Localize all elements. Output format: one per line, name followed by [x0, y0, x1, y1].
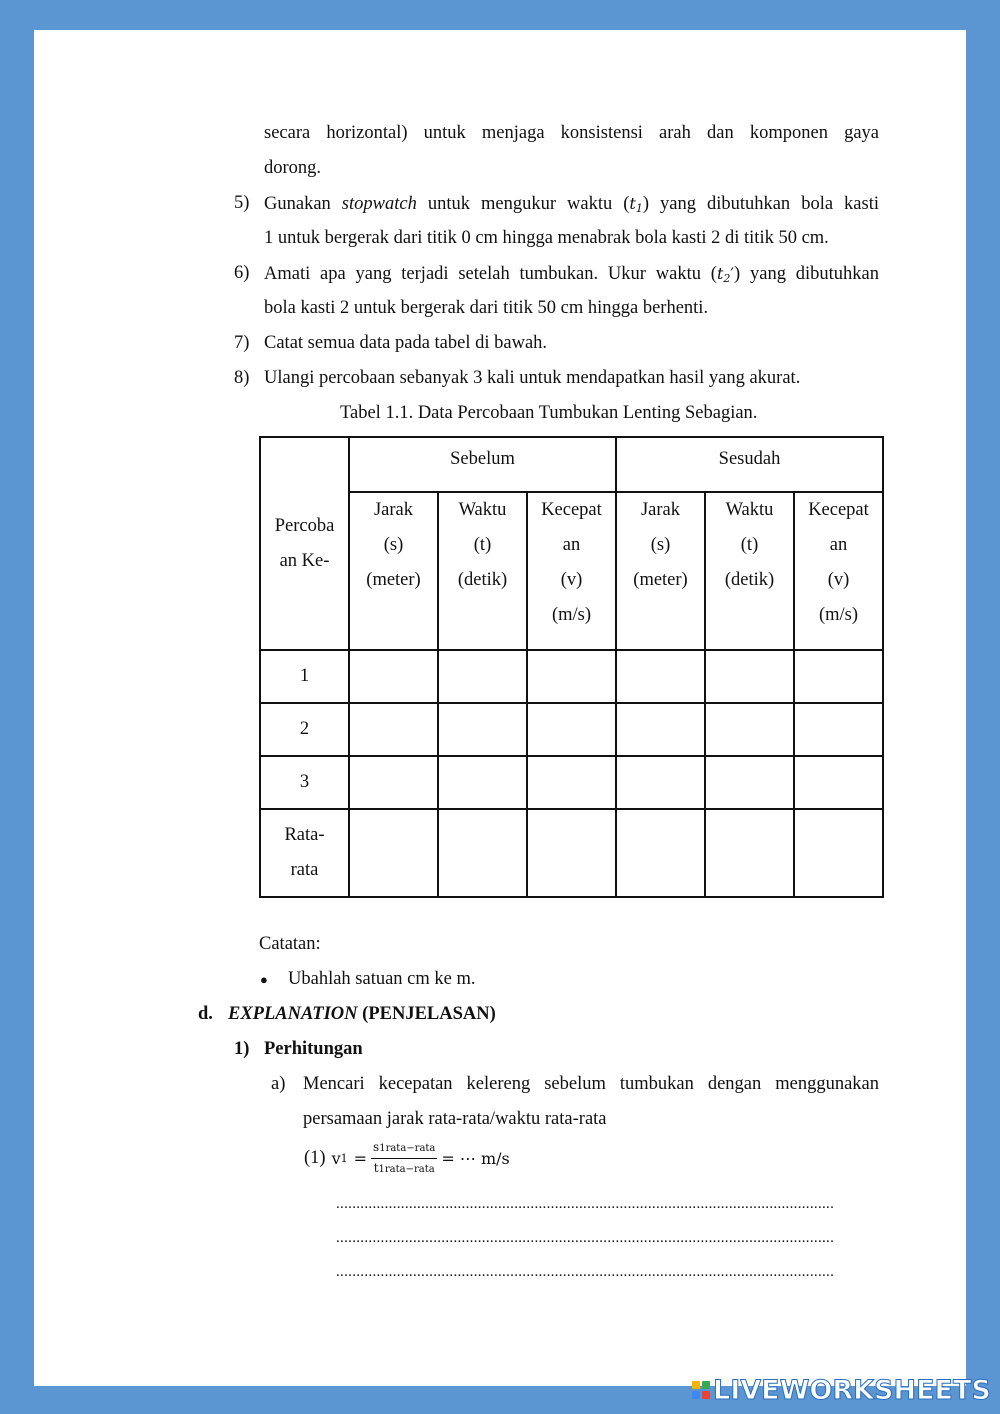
- col-header-kecepatan-after: Kecepat an (v) (m/s): [794, 492, 883, 650]
- input-cell[interactable]: [527, 756, 616, 809]
- col-header-waktu-after: Waktu (t) (detik): [705, 492, 794, 650]
- input-cell[interactable]: [616, 703, 705, 756]
- input-cell[interactable]: [438, 703, 527, 756]
- input-cell[interactable]: [349, 703, 438, 756]
- input-cell[interactable]: [705, 756, 794, 809]
- step-4-line-2: dorong.: [264, 158, 322, 178]
- step-7-text: Catat semua data pada tabel di bawah.: [264, 333, 548, 353]
- input-cell[interactable]: [616, 756, 705, 809]
- input-cell[interactable]: [705, 703, 794, 756]
- average-label: Rata- rata: [260, 809, 349, 897]
- input-cell[interactable]: [794, 809, 883, 897]
- step-4-continuation: [264, 116, 879, 151]
- item-a-line-1: Mencari kecepatan kelereng sebelum tumbukan dengan menggunakan: [303, 1074, 879, 1094]
- table-row: [260, 650, 883, 703]
- trial-number: 1: [260, 650, 349, 703]
- col-header-kecepatan-before: Kecepat an (v) (m/s): [527, 492, 616, 650]
- col-header-jarak-before: Jarak (s) (meter): [349, 492, 438, 650]
- step-6-line-2: bola kasti 2 untuk bergerak dari titik 50 cm hingga berhenti.: [264, 298, 709, 318]
- col-header-jarak-after: Jarak (s) (meter): [616, 492, 705, 650]
- logo-blocks-icon: [692, 1381, 710, 1399]
- group-header-after: Sesudah: [616, 437, 883, 492]
- subsection-title: Perhitungan: [264, 1039, 363, 1059]
- notes-label: Catatan:: [259, 934, 321, 954]
- input-cell[interactable]: [794, 703, 883, 756]
- worksheet-page: [34, 30, 966, 1386]
- bullet-icon: ●: [260, 972, 268, 987]
- data-table: [259, 436, 884, 898]
- input-cell[interactable]: [705, 650, 794, 703]
- step-5-line-2: 1 untuk bergerak dari titik 0 cm hingga menabrak bola kasti 2 di titik 50 cm.: [264, 228, 829, 248]
- velocity-fraction: $\frac{\text{s1rata−rata}}{\text{t1rata−rata}}$: [373, 1139, 436, 1175]
- table-caption: Tabel 1.1. Data Percobaan Tumbukan Lenting Sebagian.: [340, 403, 758, 423]
- step-5-line-1: Gunakan stopwatch untuk mengukur waktu $(t_1)$ yang dibutuhkan bola kasti: [264, 194, 879, 215]
- section-title: EXPLANATION (PENJELASAN): [228, 1004, 496, 1024]
- equation-number: (1): [304, 1147, 326, 1168]
- trial-number: 2: [260, 703, 349, 756]
- input-cell[interactable]: [527, 703, 616, 756]
- input-cell[interactable]: [616, 650, 705, 703]
- stopwatch-term: stopwatch: [341, 194, 417, 214]
- input-cell[interactable]: [794, 650, 883, 703]
- input-cell[interactable]: [349, 809, 438, 897]
- table-row-average: [260, 809, 883, 897]
- subsection-number: 1): [234, 1039, 250, 1059]
- notes-item: Ubahlah satuan cm ke m.: [288, 969, 476, 989]
- section-letter: d.: [198, 1004, 213, 1024]
- input-cell[interactable]: [616, 809, 705, 897]
- step-8-number: 8): [234, 368, 250, 388]
- row-header-cell: Percoba an Ke-: [260, 437, 349, 650]
- input-cell[interactable]: [349, 756, 438, 809]
- answer-line-1[interactable]: ...........................................................................................................................: [336, 1196, 835, 1212]
- input-cell[interactable]: [705, 809, 794, 897]
- step-7-number: 7): [234, 333, 250, 353]
- table-row: [260, 756, 883, 809]
- equation: (1) v 1 = $\frac{\text{s1rata−rata}}{\text{t1rata−rata}}$ = ⋯ m/s: [304, 1136, 510, 1180]
- item-a-label: a): [271, 1074, 286, 1094]
- input-cell[interactable]: [794, 756, 883, 809]
- liveworksheets-logo: [692, 1376, 991, 1404]
- step-5-number: 5): [234, 193, 250, 213]
- logo-text: LIVEWORKSHEETS: [713, 1374, 991, 1406]
- table-row: [260, 703, 883, 756]
- col-header-waktu-before: Waktu (t) (detik): [438, 492, 527, 650]
- step-6-number: 6): [234, 263, 250, 283]
- input-cell[interactable]: [527, 809, 616, 897]
- answer-line-2[interactable]: ...........................................................................................................................: [336, 1230, 835, 1246]
- answer-line-3[interactable]: ...........................................................................................................................: [336, 1264, 835, 1280]
- item-a-line-2: persamaan jarak rata-rata/waktu rata-rata: [303, 1109, 607, 1129]
- step-4-line-1: secara horizontal) untuk menjaga konsistensi arah dan komponen gaya: [264, 123, 879, 143]
- input-cell[interactable]: [438, 756, 527, 809]
- trial-number: 3: [260, 756, 349, 809]
- input-cell[interactable]: [438, 809, 527, 897]
- group-header-before: Sebelum: [349, 437, 616, 492]
- step-6-line-1: Amati apa yang terjadi setelah tumbukan. Ukur waktu $(t_2')$ yang dibutuhkan: [264, 264, 879, 285]
- step-8-text: Ulangi percobaan sebanyak 3 kali untuk mendapatkan hasil yang akurat.: [264, 368, 801, 388]
- input-cell[interactable]: [438, 650, 527, 703]
- input-cell[interactable]: [527, 650, 616, 703]
- input-cell[interactable]: [349, 650, 438, 703]
